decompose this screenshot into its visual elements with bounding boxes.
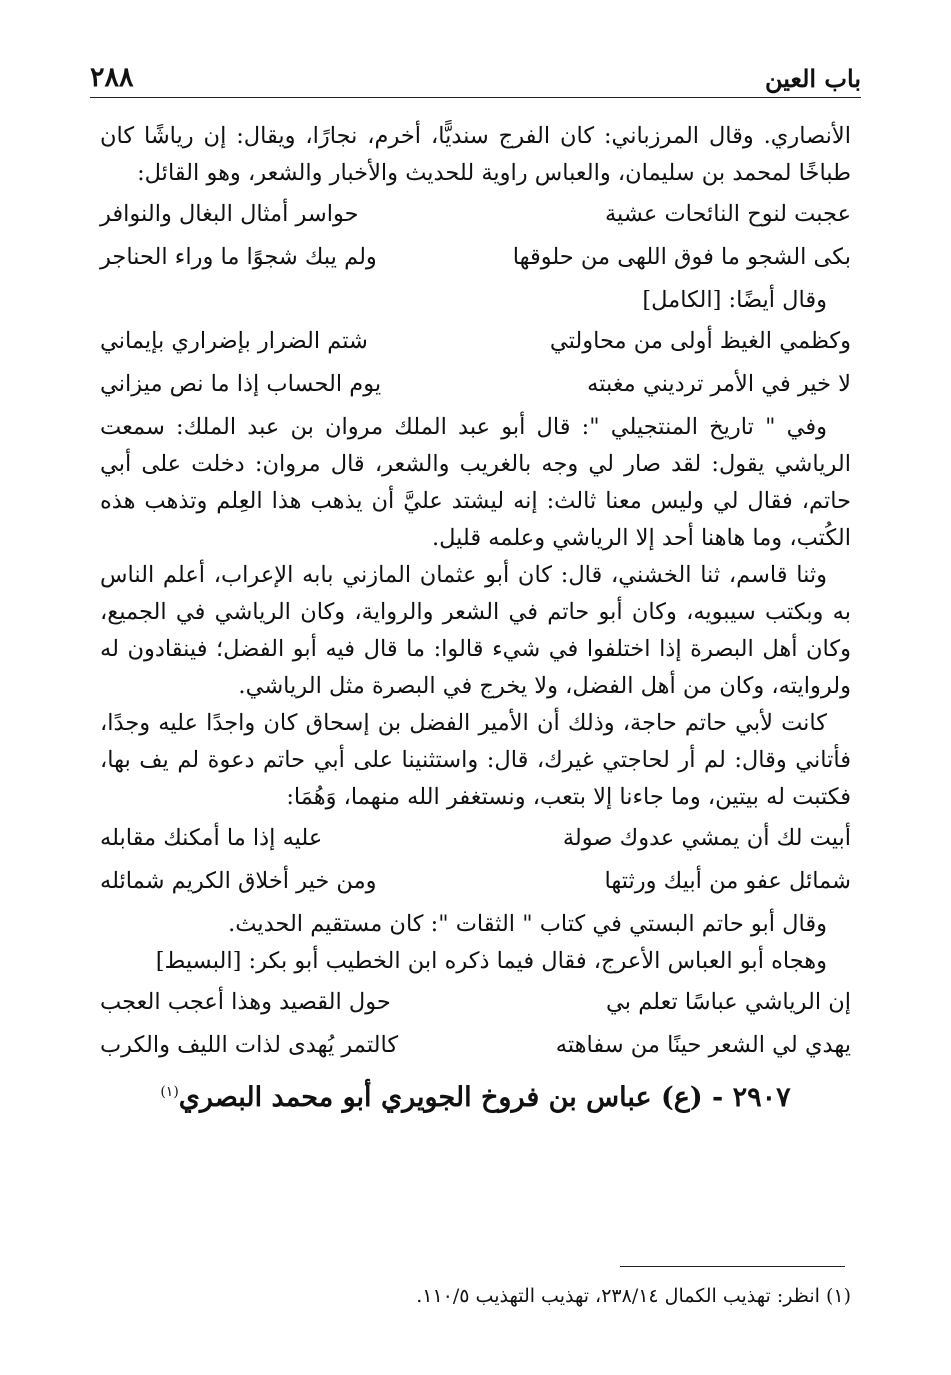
verse-line (100, 984, 851, 1021)
verse-second-hemistich: عليه إذا ما أمكنك مقابله (100, 825, 323, 851)
verse-first-hemistich: إن الرياشي عباسًا تعلم بي (606, 989, 851, 1015)
verse-second-hemistich: يوم الحساب إذا ما نص ميزاني (100, 371, 382, 397)
page-number: ٢٨٨ (90, 62, 134, 93)
verse-line (100, 196, 851, 233)
entry-heading-text: ٢٩٠٧ - (ع) عباس بن فروخ الجويري أبو محمد البصري (178, 1082, 791, 1113)
verse-first-hemistich: لا خير في الأمر ترديني مغبته (587, 371, 851, 397)
verse-first-hemistich: بكى الشجو ما فوق اللهى من حلوقها (512, 244, 851, 270)
entry-heading (100, 1074, 851, 1116)
paragraph: وهجاه أبو العباس الأعرج، فقال فيما ذكره ابن الخطيب أبو بكر: [البسيط] (155, 948, 827, 974)
body-text (100, 118, 851, 1116)
page-header (90, 58, 861, 98)
paragraph: وثنا قاسم، ثنا الخشني، قال: كان أبو عثمان المازني بابه الإعراب، أعلم الناس به وبكتب سيبويه، وكان أبو حاتم في الشعر والرواية، وكان الرياشي في الجميع، وكان أهل البصرة إذا اختلفوا في شيء قالوا: ما قال فيه أبو الفضل؛ فينقادون له ولروايته، وكان من أهل الفضل، ولا يخرج في البصرة مثل الرياشي. (100, 562, 851, 699)
verse-line (100, 820, 851, 857)
verse-second-hemistich: ومن خير أخلاق الكريم شمائله (100, 868, 377, 894)
verse-first-hemistich: أبيت لك أن يمشي عدوك صولة (562, 825, 851, 851)
verse-first-hemistich: يهدي لي الشعر حينًا من سفاهته (555, 1032, 851, 1058)
meter-note: وقال أيضًا: [الكامل] (642, 287, 827, 313)
footnote-reference[interactable]: (١) (160, 1084, 179, 1100)
footnote: (١) انظر: تهذيب الكمال ٢٣٨/١٤، تهذيب التهذيب ١١٠/٥. (416, 1285, 851, 1307)
paragraph: الأنصاري. وقال المرزباني: كان الفرج سنديًّا، أخرم، نجارًا، ويقال: إن رياشًا كان طباخًا لمحمد بن سليمان، والعباس راوية للحديث والأخبار والشعر، وهو القائل: (100, 123, 851, 186)
verse-second-hemistich: حواسر أمثال البغال والنوافر (100, 201, 359, 227)
verse-second-hemistich: كالتمر يُهدى لذات الليف والكرب (100, 1032, 399, 1058)
verse-line (100, 863, 851, 900)
verse-second-hemistich: ولم يبك شجوًا ما وراء الحناجر (100, 244, 377, 270)
paragraph: وفي " تاريخ المنتجيلي ": قال أبو عبد الملك مروان بن عبد الملك: سمعت الرياشي يقول: لقد صار لي وجه بالغريب والشعر، قال مروان: دخلت على أبي حاتم، فقال لي وليس معنا ثالث: إنه ليشتد عليَّ أن يذهب هذا العِلم وتذهب هذه الكُتب، وما هاهنا أحد إلا الرياشي وعلمه قليل. (100, 414, 851, 551)
verse-line (100, 366, 851, 403)
footnote-divider (620, 1266, 845, 1267)
verse-first-hemistich: عجبت لنوح النائحات عشية (604, 201, 851, 227)
verse-first-hemistich: شمائل عفو من أبيك ورثتها (604, 868, 851, 894)
running-title: باب العين (764, 64, 861, 93)
verse-line (100, 1027, 851, 1064)
paragraph: وقال أبو حاتم البستي في كتاب " الثقات ": كان مستقيم الحديث. (228, 911, 827, 937)
verse-line (100, 239, 851, 276)
verse-second-hemistich: حول القصيد وهذا أعجب العجب (100, 989, 391, 1015)
verse-line (100, 323, 851, 360)
verse-first-hemistich: وكظمي الغيظ أولى من محاولتي (549, 328, 851, 354)
paragraph: كانت لأبي حاتم حاجة، وذلك أن الأمير الفضل بن إسحاق كان واجدًا عليه وجدًا، فأتاني وقال: لم أر لحاجتي غيرك، قال: واستثنينا على أبي حاتم دعوة لم يف بها، فكتبت له بيتين، وما جاءنا إلا بتعب، ونستغفر الله منهما، وَهُمَا: (100, 710, 851, 810)
verse-second-hemistich: شتم الضرار بإضراري بإيماني (100, 328, 368, 354)
